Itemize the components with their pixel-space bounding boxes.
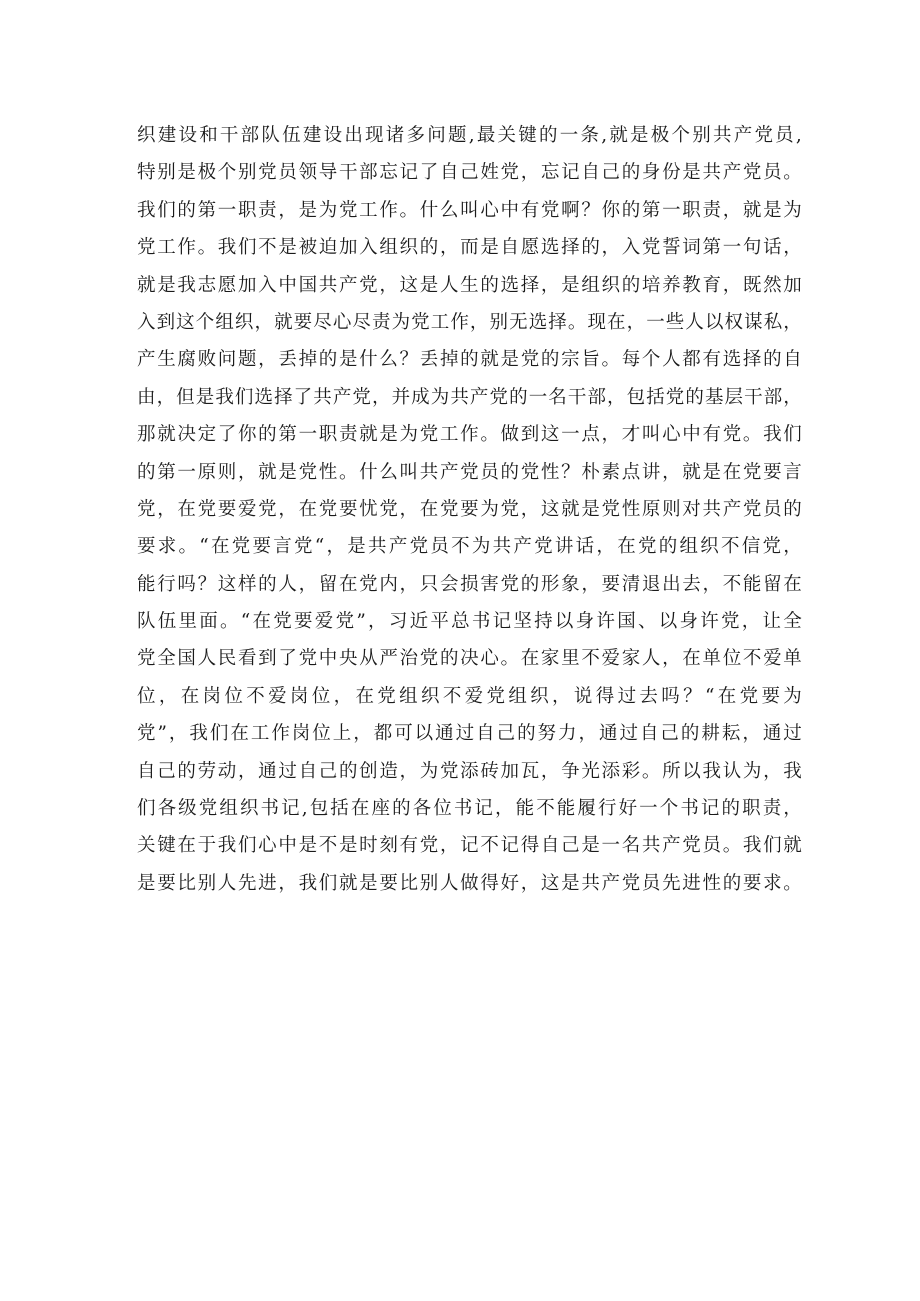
text-line: 党全国人民看到了党中央从严治党的决心。在家里不爱家人，在单位不爱单 — [137, 648, 802, 670]
text-line: 党”，我们在工作岗位上，都可以通过自己的努力，通过自己的耕耘，通过 — [137, 723, 802, 745]
text-line: 党工作。我们不是被迫加入组织的，而是自愿选择的，入党誓词第一句话， — [137, 237, 802, 259]
text-line: 自己的劳动，通过自己的创造，为党添砖加瓦，争光添彩。所以我认为，我 — [137, 760, 802, 782]
text-line: 产生腐败问题，丢掉的是什么？丢掉的就是党的宗旨。每个人都有选择的自 — [137, 349, 802, 371]
text-line: 由，但是我们选择了共产党，并成为共产党的一名干部，包括党的基层干部， — [137, 386, 802, 408]
text-line: 党，在党要爱党，在党要忧党，在党要为党，这就是党性原则对共产党员的 — [137, 498, 802, 520]
text-line: 我们的第一职责，是为党工作。什么叫心中有党啊？你的第一职责，就是为 — [137, 199, 802, 221]
text-line: 就是我志愿加入中国共产党，这是人生的选择，是组织的培养教育，既然加 — [137, 274, 802, 296]
body-paragraph — [137, 117, 802, 902]
text-line: 入到这个组织，就要尽心尽责为党工作，别无选择。现在，一些人以权谋私， — [137, 311, 802, 333]
text-line: 那就决定了你的第一职责就是为党工作。做到这一点，才叫心中有党。我们 — [137, 424, 802, 446]
text-line: 特别是极个别党员领导干部忘记了自己姓党，忘记自己的身份是共产党员。 — [137, 162, 802, 184]
text-line: 位，在岗位不爱岗位，在党组织不爱党组织，说得过去吗？“在党要为 — [137, 685, 802, 707]
text-line: 要求。“在党要言党“，是共产党员不为共产党讲话，在党的组织不信党， — [137, 536, 802, 558]
text-line: 关键在于我们心中是不是时刻有党，记不记得自己是一名共产党员。我们就 — [137, 835, 802, 857]
text-line: 们各级党组织书记,包括在座的各位书记，能不能履行好一个书记的职责， — [137, 798, 802, 820]
text-line: 是要比别人先进，我们就是要比别人做得好，这是共产党员先进性的要求。 — [137, 872, 802, 894]
text-line: 队伍里面。“在党要爱党”，习近平总书记坚持以身许国、以身许党，让全 — [137, 611, 802, 633]
text-line: 能行吗？这样的人，留在党内，只会损害党的形象，要清退出去，不能留在 — [137, 573, 802, 595]
text-line: 的第一原则，就是党性。什么叫共产党员的党性？朴素点讲，就是在党要言 — [137, 461, 802, 483]
text-line: 织建设和干部队伍建设出现诸多问题,最关键的一条,就是极个别共产党员, — [137, 125, 802, 146]
